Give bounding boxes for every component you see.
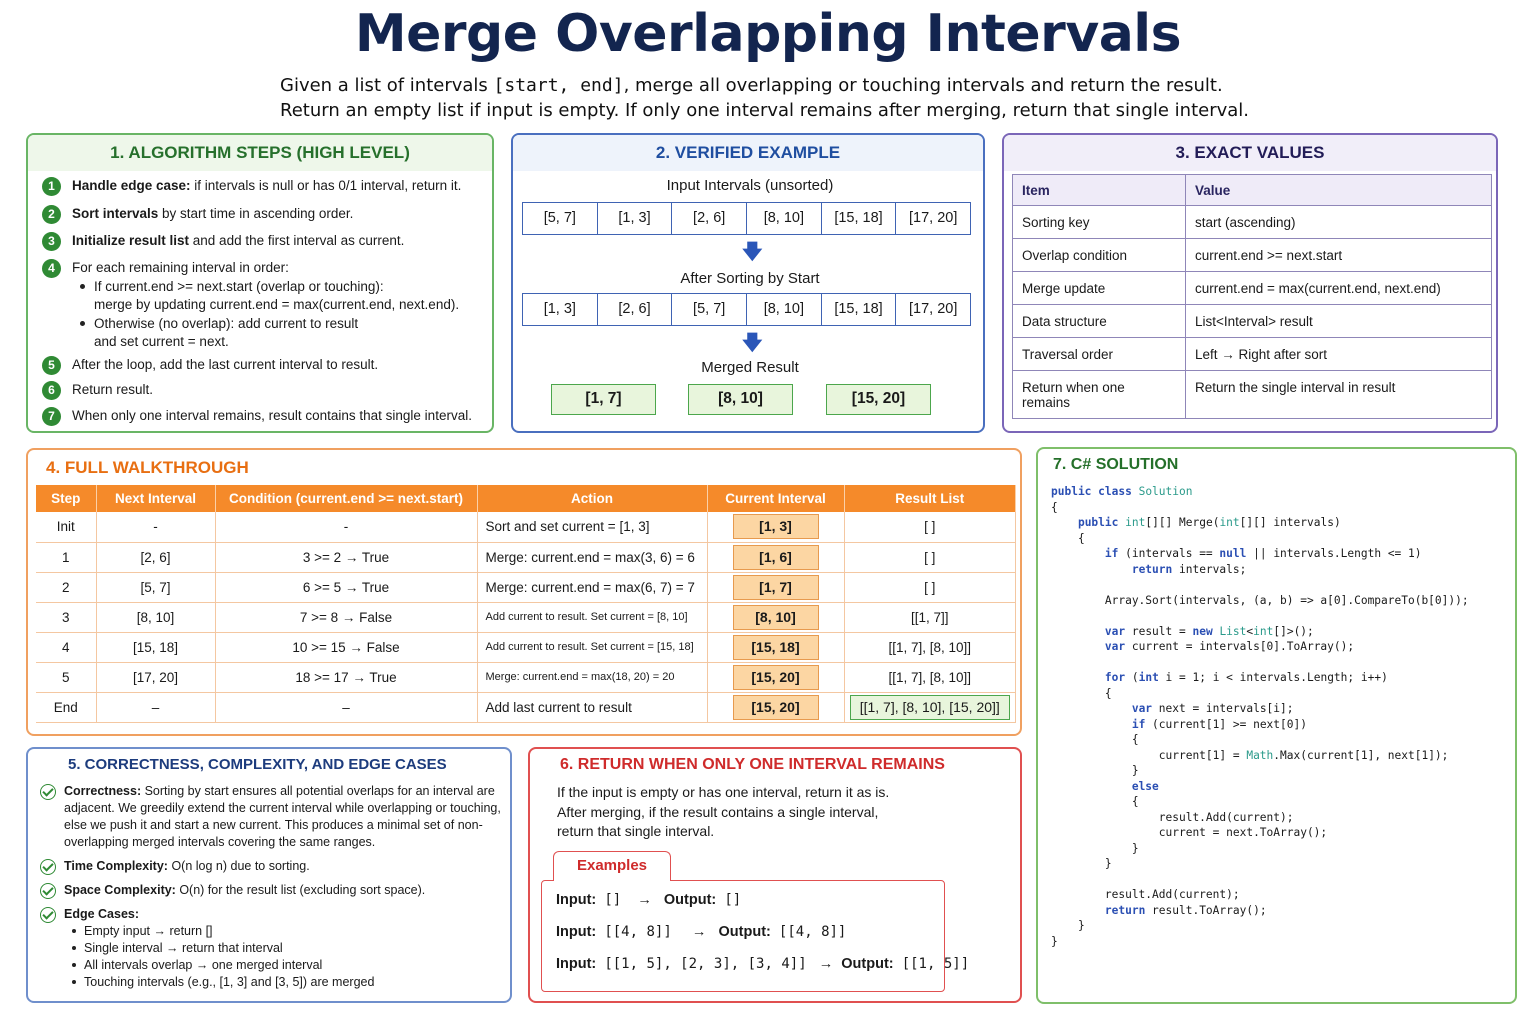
column-header: Step <box>36 485 96 512</box>
edge-cases-label: Edge Cases: <box>64 907 140 921</box>
current-interval-box: [1, 7] <box>733 575 819 600</box>
algorithm-step: 3 Initialize result list and add the first interval as current. <box>42 232 482 250</box>
down-arrow-icon: 🡇 <box>742 241 763 263</box>
column-header: Next Interval <box>96 485 215 512</box>
current-interval-box: [15, 18] <box>733 635 819 660</box>
single-interval-text: return that single interval. <box>557 823 715 839</box>
merged-label: Merged Result <box>701 359 799 376</box>
table-row: 3 [8, 10] 7 >= 8 → False Add current to result. Set current = [8, 10] [8, 10] [[1, 7]] <box>36 602 1016 632</box>
interval-cell: [17, 20] <box>909 210 958 226</box>
current-interval-box: [1, 3] <box>733 514 819 539</box>
subtitle-line-2: Return an empty list if input is empty. If only one interval remains after merging, return that single interval. <box>280 100 1250 121</box>
interval-cell: [17, 20] <box>909 301 958 317</box>
merged-interval: [1, 7] <box>551 384 656 415</box>
column-header: Value <box>1186 175 1492 206</box>
single-interval-text: After merging, if the result contains a single interval, <box>557 804 879 820</box>
algorithm-steps-panel <box>26 133 494 433</box>
input-label: Input Intervals (unsorted) <box>666 177 834 194</box>
table-row: Return when one remains Return the single interval in result <box>1013 371 1492 419</box>
interval-cell: [15, 18] <box>822 294 897 325</box>
table-row: Data structure List<Interval> result <box>1013 305 1492 338</box>
algorithm-step: 6 Return result. <box>42 381 482 399</box>
verified-example-panel <box>511 133 985 433</box>
single-interval-heading: 6. RETURN WHEN ONLY ONE INTERVAL REMAINS <box>560 756 945 773</box>
table-row: Sorting key start (ascending) <box>1013 206 1492 239</box>
column-header: Result List <box>844 485 1016 512</box>
interval-cell: [2, 6] <box>598 294 673 325</box>
table-row: 4 [15, 18] 10 >= 15 → False Add current to result. Set current = [15, 18] [15, 18] [[1, 7], [8, 10]] <box>36 632 1016 662</box>
subtitle-line-1: Given a list of intervals [start, end], merge all overlapping or touching intervals and return the result. <box>280 75 1223 96</box>
interval-cell: [15, 18] <box>822 203 897 234</box>
examples-box <box>541 880 970 992</box>
space-complexity-text: Space Complexity: O(n) for the result list (excluding sort space). <box>64 883 426 897</box>
exact-values-heading: 3. EXACT VALUES <box>1004 135 1496 171</box>
table-row: Init - - Sort and set current = [1, 3] [1, 3] [ ] <box>36 512 1016 542</box>
correctness-text: Correctness: Sorting by start ensures all potential overlaps for an interval are adjacent. We greedily extend the current interval while overlapping or touching, else we push it and start a new current. This produces a minimal set of non-overlapping merged intervals covering the same ranges. <box>64 784 501 849</box>
column-header: Condition (current.end >= next.start) <box>215 485 477 512</box>
code-block: public class Solution { public int[][] Merge(int[][] intervals) { if (intervals == null || intervals.Length <= 1) return intervals; Array.Sort(intervals, (a, b) => a[0].CompareTo(b[0])); var result = new List<int[]>(); var current = intervals[0].ToArray(); for (int i = 1; i < intervals.Length; i++) { var next = intervals[i]; if (current[1] >= next[0]) { current[1] = Math.Max(current[1], next[1]); } else { result.Add(current); current = next.ToArray(); } } result.Add(current); return result.ToArray(); } } <box>1051 485 1469 948</box>
interval-cell: [8, 10] <box>747 203 822 234</box>
edge-case-item: All intervals overlap → one merged interval <box>84 957 322 974</box>
algorithm-step: 4 For each remaining interval in order: <box>42 259 482 277</box>
edge-case-item: Empty input → return [] <box>84 923 213 940</box>
example-line: Input: [] → Output: [] <box>556 892 742 908</box>
exact-values-table <box>1012 174 1492 419</box>
current-interval-box: [1, 6] <box>733 545 819 570</box>
merged-interval: [15, 20] <box>826 384 931 415</box>
down-arrow-icon: 🡇 <box>742 332 763 354</box>
correctness-heading: 5. CORRECTNESS, COMPLEXITY, AND EDGE CASES <box>68 756 447 773</box>
column-header: Action <box>477 485 707 512</box>
table-row: Traversal order Left → Right after sort <box>1013 338 1492 371</box>
table-row: 1 [2, 6] 3 >= 2 → True Merge: current.end = max(3, 6) = 6 [1, 6] [ ] <box>36 542 1016 572</box>
table-row: Merge update current.end = max(current.end, next.end) <box>1013 272 1492 305</box>
csharp-solution-panel <box>1036 447 1517 1004</box>
table-row: 5 [17, 20] 18 >= 17 → True Merge: current.end = max(18, 20) = 20 [15, 20] [[1, 7], [8, 10]] <box>36 662 1016 692</box>
algorithm-step: 5 After the loop, add the last current interval to result. <box>42 356 482 374</box>
time-complexity-text: Time Complexity: O(n log n) due to sorting. <box>64 859 310 873</box>
algorithm-step: 1 Handle edge case: if intervals is null or has 0/1 interval, return it. <box>42 177 482 195</box>
table-row: 2 [5, 7] 6 >= 5 → True Merge: current.end = max(6, 7) = 7 [1, 7] [ ] <box>36 572 1016 602</box>
algorithm-substep-cont: merge by updating current.end = max(current.end, next.end). <box>94 297 460 312</box>
check-icon <box>40 907 56 923</box>
current-interval-box: [15, 20] <box>733 665 819 690</box>
correctness-panel <box>26 747 512 1003</box>
column-header: Current Interval <box>707 485 844 512</box>
interval-cell: [5, 7] <box>523 203 598 234</box>
example-line: Input: [[4, 8]] → Output: [[4, 8]] <box>556 924 847 940</box>
verified-example-heading: 2. VERIFIED EXAMPLE <box>513 135 983 171</box>
interval-cell: [1, 3] <box>523 294 598 325</box>
check-icon <box>40 859 56 875</box>
walkthrough-panel <box>26 448 1022 736</box>
walkthrough-heading: 4. FULL WALKTHROUGH <box>46 458 249 477</box>
table-row: Overlap condition current.end >= next.start <box>1013 239 1492 272</box>
algorithm-step: 7 When only one interval remains, result contains that single interval. <box>42 407 482 425</box>
sorted-label: After Sorting by Start <box>680 270 820 287</box>
check-icon <box>40 883 56 899</box>
final-result-box: [[1, 7], [8, 10], [15, 20]] <box>850 695 1010 720</box>
algorithm-steps-heading: 1. ALGORITHM STEPS (HIGH LEVEL) <box>28 135 492 171</box>
current-interval-box: [8, 10] <box>733 605 819 630</box>
merged-interval: [8, 10] <box>688 384 793 415</box>
interval-cell: [8, 10] <box>747 294 822 325</box>
sorted-intervals <box>522 293 971 326</box>
single-interval-panel <box>528 747 1022 1003</box>
input-intervals <box>522 202 971 235</box>
interval-cell: [5, 7] <box>672 294 747 325</box>
column-header: Item <box>1013 175 1186 206</box>
walkthrough-table <box>36 485 1016 723</box>
interval-cell: [2, 6] <box>672 203 747 234</box>
current-interval-box: [15, 20] <box>733 695 819 720</box>
algorithm-step: 2 Sort intervals by start time in ascending order. <box>42 205 482 223</box>
edge-case-item: Touching intervals (e.g., [1, 3] and [3, 5]) are merged <box>84 974 374 991</box>
csharp-solution-heading: 7. C# SOLUTION <box>1053 456 1179 473</box>
table-row: End – – Add last current to result [15, 20] [[1, 7], [8, 10], [15, 20]] <box>36 692 1016 722</box>
page-title: Merge Overlapping Intervals <box>354 4 1182 64</box>
algorithm-substep: Otherwise (no overlap): add current to result <box>94 315 494 333</box>
example-line: Input: [[1, 5], [2, 3], [3, 4]] → Output: [[1, 5]] <box>556 956 970 972</box>
edge-case-item: Single interval → return that interval <box>84 940 283 957</box>
algorithm-substep-cont: and set current = next. <box>94 334 229 349</box>
examples-tab: Examples <box>553 851 671 881</box>
check-icon <box>40 784 56 800</box>
exact-values-panel <box>1002 133 1498 433</box>
algorithm-substep: If current.end >= next.start (overlap or touching): <box>94 278 494 296</box>
interval-cell: [1, 3] <box>598 203 673 234</box>
single-interval-text: If the input is empty or has one interval, return it as is. <box>557 784 890 800</box>
